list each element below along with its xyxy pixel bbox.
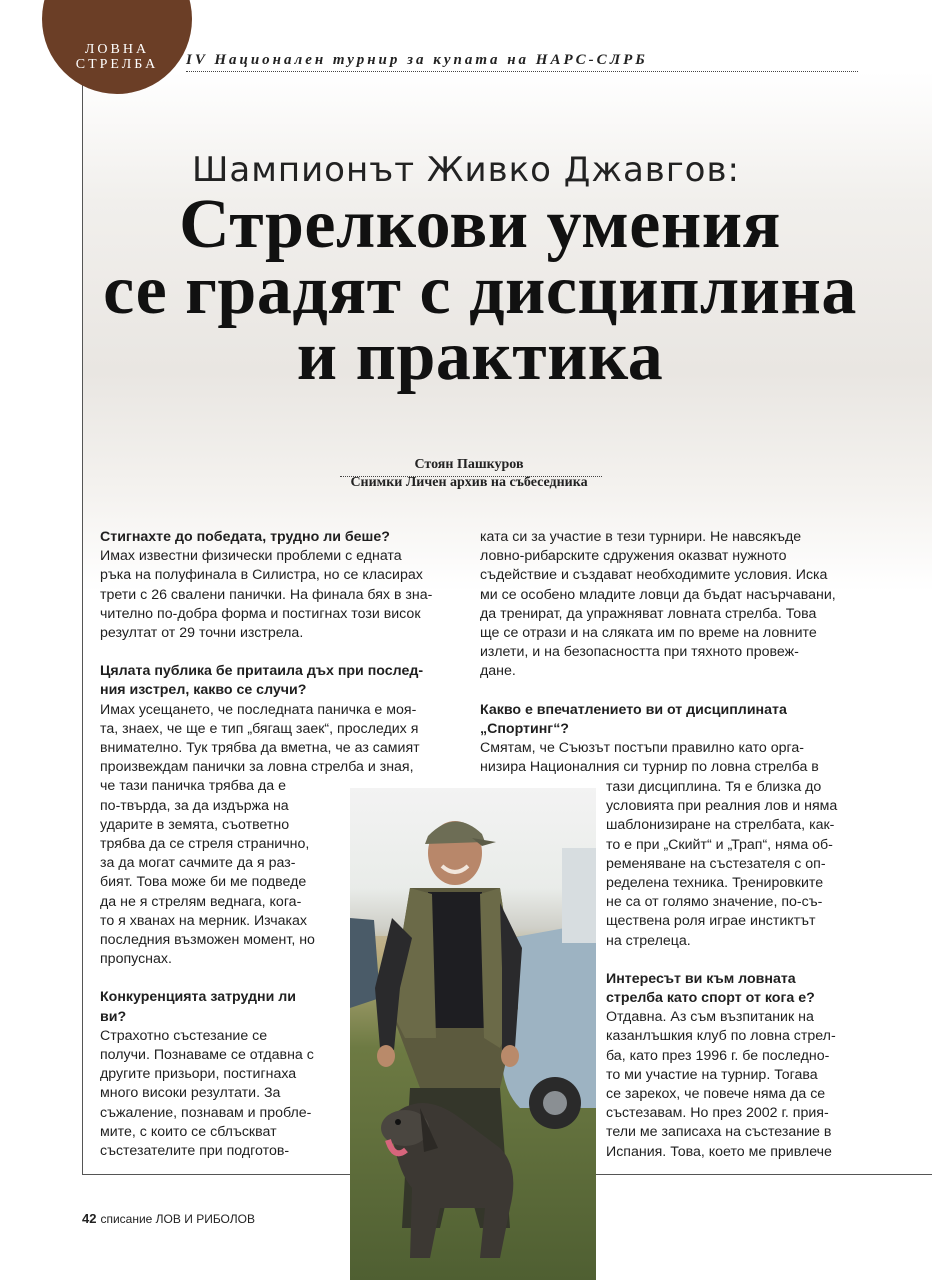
- text-line: Отдавна. Аз съм възпитаник на: [606, 1009, 814, 1026]
- text-line: съдействие и създават необходимите условия. Иска: [480, 567, 828, 584]
- text-line: последния възможен момент, но: [100, 932, 315, 949]
- magazine-name: списание ЛОВ И РИБОЛОВ: [100, 1212, 255, 1226]
- text-line: съжаление, познавам и пробле-: [100, 1104, 312, 1121]
- text-line: ределена техника. Тренировките: [606, 875, 824, 892]
- text-line: ловно-рибарските сдружения оказват нужното: [480, 548, 787, 565]
- text-line: та, знаех, че ще е тип „бягащ заек“, проследих я: [100, 720, 419, 737]
- byline-rule: [340, 476, 602, 477]
- page-footer: [82, 1211, 255, 1226]
- text-line: шаблонизиране на стрелбата, как-: [606, 817, 835, 834]
- answer-4-continued: [606, 778, 862, 951]
- text-line: другите призьори, постигнаха: [100, 1066, 297, 1083]
- text-line: на стрелеца.: [606, 932, 691, 949]
- text-line: за да могат сачмите да я раз-: [100, 855, 296, 872]
- text-line: то е при „Скийт“ и „Трап“, няма об-: [606, 836, 833, 853]
- text-line: внимателно. Тук трябва да вметна, че аз самият: [100, 740, 420, 757]
- text-line: се зарекох, че повече няма да се: [606, 1086, 826, 1103]
- text-line: Конкуренцията затрудни ли: [100, 989, 297, 1006]
- headline-line1: Стрелкови умения: [179, 186, 781, 263]
- text-line: състезателите при подготов-: [100, 1143, 290, 1160]
- text-line: ръка на полуфинала в Силистра, но се класирах: [100, 567, 423, 584]
- text-line: по-твърда, за да издържа на: [100, 797, 289, 814]
- headline-line2: се градят с дисциплина: [103, 252, 857, 329]
- section-label: [62, 42, 172, 72]
- text-line: ременяване на състезателя с оп-: [606, 855, 826, 872]
- text-line: то я хванах на мерник. Изчаках: [100, 912, 307, 929]
- text-line: ществена роля играе инстиктът: [606, 913, 816, 930]
- text-line: че тази паничка трябва да е: [100, 778, 286, 795]
- text-line: пропуснах.: [100, 951, 172, 968]
- kicker: Шампионът Живко Джавгов:: [192, 150, 740, 190]
- text-line: не са от голямо значение, по-съ-: [606, 894, 823, 911]
- text-line: чително по-добра форма и постигнах този висок: [100, 605, 421, 622]
- text-line: ще се отрази и на сляката им по време на ловните: [480, 625, 817, 642]
- text-line: Страхотно състезание се: [100, 1027, 268, 1044]
- section-label-line1: ЛОВНА: [84, 42, 150, 57]
- text-line: трети с 26 свалени панички. На финала бях в зна-: [100, 586, 433, 603]
- answer-4: [480, 739, 860, 777]
- text-line: Смятам, че Съюзът постъпи правилно като орга-: [480, 740, 805, 757]
- text-line: произвеждам панички за ловна стрелба и зная,: [100, 759, 414, 776]
- text-line: ми се особено младите ловци да бъдат насърчавани,: [480, 586, 836, 603]
- text-line: ударите в земята, съответно: [100, 816, 290, 833]
- text-line: ния изстрел, какво се случи?: [100, 682, 307, 699]
- text-line: да тренират, да упражняват ловната стрелба. Това: [480, 605, 817, 622]
- text-line: да не я стрелям веднага, кога-: [100, 893, 302, 910]
- text-line: ви?: [100, 1008, 127, 1025]
- answer-1: [100, 547, 460, 643]
- text-line: дане.: [480, 663, 516, 680]
- text-line: състезавам. Но през 2002 г. прия-: [606, 1105, 829, 1122]
- text-line: „Спортинг“?: [480, 720, 569, 737]
- column-2: [480, 528, 860, 777]
- question-4: [480, 701, 860, 739]
- text-line: низира Националния си турнир по ловна стрелба в: [480, 759, 819, 776]
- text-line: излети, и на безопасността при тяхното провеж-: [480, 644, 799, 661]
- text-line: Интересът ви към ловната: [606, 970, 796, 987]
- text-line: резултат от 29 точни изстрела.: [100, 625, 304, 642]
- text-line: получи. Познаваме се отдавна с: [100, 1047, 314, 1064]
- hunter-photo: [350, 788, 596, 1280]
- text-line: тази дисциплина. Тя е близка до: [606, 779, 822, 795]
- text-line: Имах усещането, че последната паничка е моя-: [100, 701, 417, 718]
- headline-line3: и практика: [296, 318, 664, 395]
- byline-author: Стоян Пашкуров: [414, 457, 524, 472]
- text-line: то ми участие на турнир. Тогава: [606, 1066, 818, 1083]
- answer-5: [606, 1008, 862, 1162]
- page-number: 42: [82, 1211, 97, 1226]
- text-line: ката си за участие в тези турнири. Не навсякъде: [480, 529, 802, 545]
- text-line: Цялата публика бе притаила дъх при послед-: [100, 663, 424, 680]
- byline: [300, 456, 638, 492]
- text-line: Какво е впечатлението ви от дисциплината: [480, 701, 787, 718]
- text-line: Имах известни физически проблеми с едната: [100, 548, 402, 565]
- byline-photos: Снимки Личен архив на събеседника: [350, 475, 588, 490]
- running-head: IV Национален турнир за купата на НАРС-СЛРБ: [186, 52, 648, 68]
- answer-continued: [480, 528, 860, 682]
- column-2-lower: [606, 778, 862, 1162]
- question-2: [100, 662, 460, 700]
- text-line: условията при реалния лов и няма: [606, 798, 838, 815]
- text-line: стрелба като спорт от кога е?: [606, 990, 815, 1007]
- text-line: бият. Това може би ме подведе: [100, 874, 307, 891]
- hunter-illustration: [350, 788, 596, 1280]
- section-label-line2: СТРЕЛБА: [75, 57, 159, 72]
- text-line: тели ме записаха на състезание в: [606, 1124, 832, 1141]
- text-line: мите, с които се сблъскват: [100, 1123, 277, 1140]
- question-1: Стигнахте до победата, трудно ли беше?: [100, 529, 390, 545]
- text-line: много високи резултати. За: [100, 1085, 281, 1102]
- question-5: [606, 970, 862, 1008]
- text-line: казанлъшкия клуб по ловна стрел-: [606, 1028, 836, 1045]
- text-line: Испания. Това, което ме привлече: [606, 1143, 832, 1160]
- running-head-rule: [186, 71, 858, 72]
- text-line: ба, като през 1996 г. бе последно-: [606, 1047, 830, 1064]
- text-line: трябва да се стреля странично,: [100, 836, 310, 853]
- headline: [60, 186, 900, 395]
